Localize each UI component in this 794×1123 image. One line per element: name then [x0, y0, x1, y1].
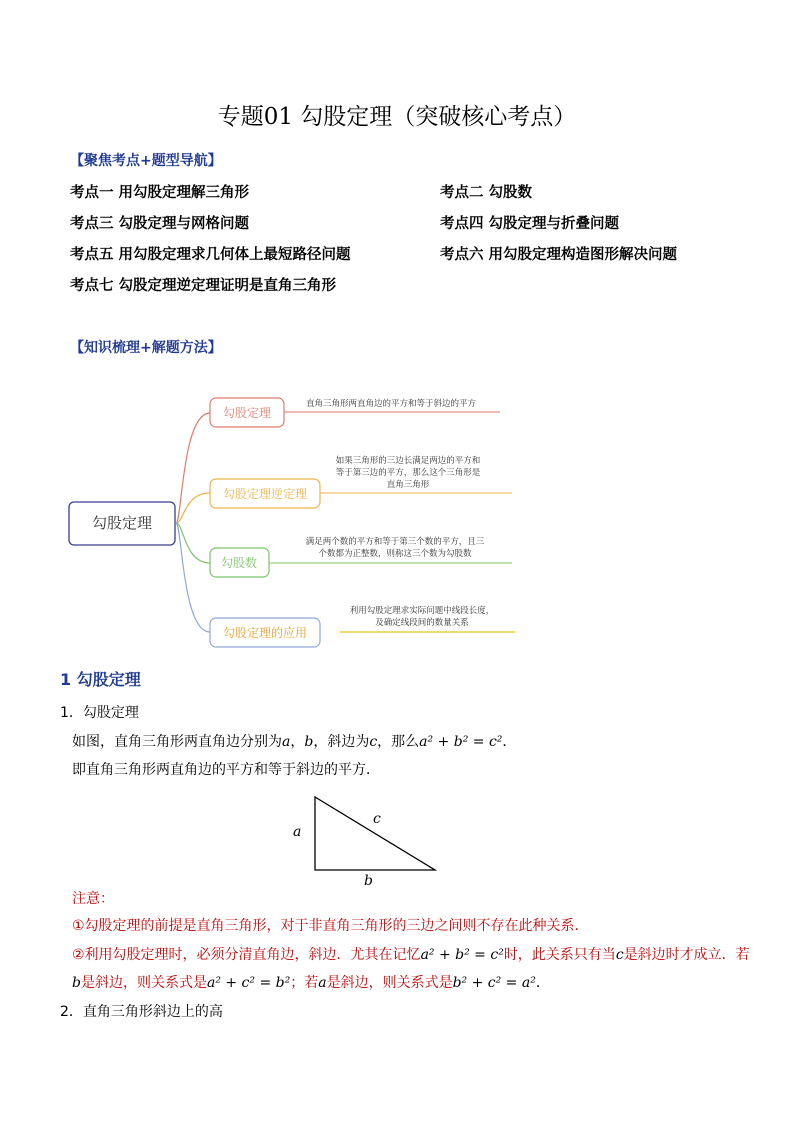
- note-3-formula-1: a² + c² = b²: [206, 975, 291, 991]
- branch-4-desc-1: 利用勾股定理求实际问题中线段长度，: [349, 606, 495, 616]
- note-2-var-c: c: [615, 947, 624, 963]
- branch-2-desc-1: 如果三角形的三边长满足两边的平方和: [335, 456, 481, 466]
- branch-1-label: 勾股定理: [222, 406, 272, 420]
- branch-1-desc: 直角三角形两直角边的平方和等于斜边的平方: [306, 399, 477, 409]
- theorem-line-1: [72, 731, 516, 751]
- note-1: ①勾股定理的前提是直角三角形，对于非直角三角形的三边之间则不存在此种关系．: [72, 918, 589, 934]
- branch-2-label: 勾股定理逆定理: [222, 487, 308, 501]
- kaodian-5: 考点五 用勾股定理求几何体上最短路径问题: [70, 247, 351, 263]
- theorem-text-3: ，那么: [377, 734, 420, 750]
- right-triangle-figure: [280, 790, 450, 890]
- mindmap-diagram: [60, 385, 530, 655]
- note-3-text-b: 是斜边，则关系式是: [80, 975, 207, 991]
- note-3-period: ．: [535, 975, 550, 991]
- branch-2-desc-2: 等于第三边的平方，那么这个三角形是: [335, 468, 481, 478]
- var-a: a: [282, 734, 291, 750]
- note-3-var-a: a: [318, 975, 327, 991]
- theorem-text-1: 如图，直角三角形两直角边分别为: [72, 734, 282, 750]
- kaodian-2: 考点二 勾股数: [440, 185, 533, 201]
- kaodian-4: 考点四 勾股定理与折叠问题: [440, 216, 620, 232]
- kaodian-6: 考点六 用勾股定理构造图形解决问题: [440, 247, 678, 263]
- note-2-text-c: 是斜边时才成立．若: [623, 947, 750, 963]
- note-2: [72, 944, 750, 964]
- triangle-side-b: b: [364, 873, 373, 889]
- comma-1: ，: [290, 734, 305, 750]
- triangle-side-a: a: [293, 824, 302, 840]
- branch-3-desc-2: 个数都为正整数，则称这三个数为勾股数: [318, 549, 472, 559]
- page-title: 专题01 勾股定理（突破核心考点）: [217, 104, 577, 130]
- theorem-text-2: ，斜边为: [313, 734, 370, 750]
- kaodian-7: 考点七 勾股定理逆定理证明是直角三角形: [70, 278, 337, 294]
- note-label: 注意：: [72, 891, 114, 907]
- var-c: c: [369, 734, 378, 750]
- note-2-text-b: 时，此关系只有当: [503, 947, 616, 963]
- note-2-formula: a² + b² = c²: [420, 947, 504, 963]
- branch-3-desc-1: 满足两个数的平方和等于第三个数的平方，且三: [305, 537, 485, 547]
- section-1-heading: 1 勾股定理: [60, 670, 141, 689]
- branch-3-label: 勾股数: [220, 556, 258, 570]
- theorem-line-2: 即直角三角形两直角边的平方和等于斜边的平方．: [72, 762, 380, 778]
- formula-main: a² + b² = c²: [419, 734, 503, 750]
- note-3-var-b: b: [72, 975, 81, 991]
- kaodian-3: 考点三 勾股定理与网格问题: [70, 216, 250, 232]
- subsection-2-title: 2．直角三角形斜边上的高: [60, 1004, 223, 1020]
- mindmap-root: 勾股定理: [91, 514, 153, 532]
- subsection-1-title: 1．勾股定理: [60, 705, 139, 721]
- period-1: ．: [502, 734, 517, 750]
- branch-4-desc-2: 及确定线段间的数量关系: [375, 618, 469, 628]
- note-3-formula-2: b² + c² = a²: [452, 975, 536, 991]
- triangle-side-c: c: [373, 811, 381, 827]
- note-3: [72, 972, 550, 992]
- knowledge-heading: 【知识梳理+解题方法】: [70, 340, 222, 356]
- note-3-text-mid: ；若: [290, 975, 319, 991]
- var-b: b: [304, 734, 314, 750]
- nav-heading: 【聚焦考点+题型导航】: [70, 153, 222, 169]
- kaodian-1: 考点一 用勾股定理解三角形: [70, 185, 250, 201]
- branch-4-label: 勾股定理的应用: [222, 626, 308, 640]
- branch-2-desc-3: 直角三角形: [386, 480, 430, 490]
- note-3-text-mid2: 是斜边，则关系式是: [326, 975, 453, 991]
- note-2-text-a: ②利用勾股定理时，必须分清直角边，斜边．尤其在记忆: [72, 947, 421, 963]
